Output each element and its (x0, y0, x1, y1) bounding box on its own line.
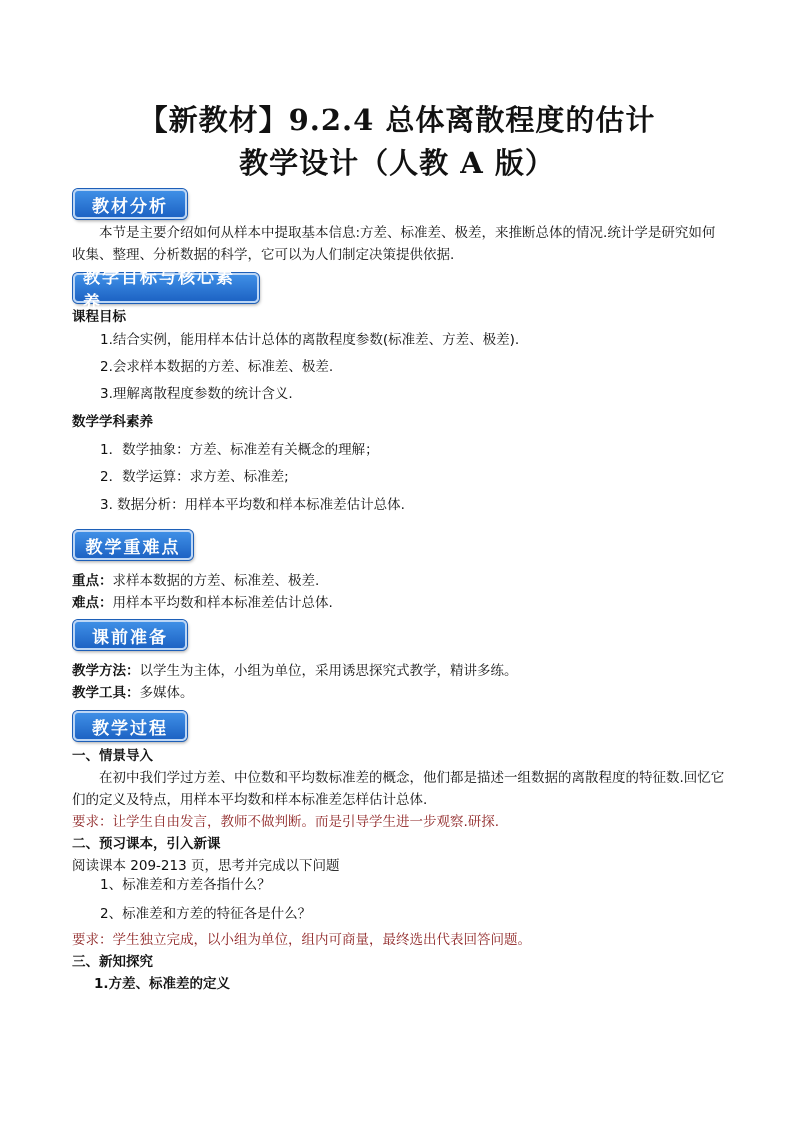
key-point-line (72, 570, 726, 592)
process-s2-question: 1、标准差和方差各指什么？ (100, 877, 271, 893)
course-goals-heading: 课程目标 (72, 309, 126, 325)
literacy-item: 1．数学抽象：方差、标准差有关概念的理解； (100, 442, 379, 458)
hard-point-line (72, 592, 726, 614)
teaching-tool-label: 教学工具： (72, 685, 140, 701)
literacy-heading: 数学学科素养 (72, 414, 153, 430)
process-s2-heading: 二、预习课本，引入新课 (72, 836, 221, 852)
process-s1-text: 在初中我们学过方差、中位数和平均数标准差的概念，他们都是描述一组数据的离散程度的特征数.回忆它们的定义及特点，用样本平均数和样本标准差怎样估计总体. (72, 770, 725, 808)
literacy-item: 2．数学运算：求方差、标准差; (100, 469, 289, 485)
course-goal-item: 3.理解离散程度参数的统计含义. (100, 386, 293, 402)
teaching-method-line (72, 660, 726, 682)
document-title-line1: 【新教材】9.2.4 总体离散程度的估计 (138, 103, 656, 137)
section-badge-process: 教学过程 (73, 711, 187, 741)
teaching-tool-line (72, 682, 726, 704)
section-badge-analysis: 教材分析 (73, 189, 187, 219)
teaching-method-label: 教学方法： (72, 663, 140, 679)
key-point-label: 重点： (72, 573, 113, 589)
process-s2-question: 2、标准差和方差的特征各是什么？ (100, 906, 312, 922)
section-badge-goals: 教学目标与核心素养 (73, 273, 259, 303)
process-s3-subheading: 1.方差、标准差的定义 (94, 976, 231, 992)
section-badge-prep: 课前准备 (73, 620, 187, 650)
course-goal-item: 1.结合实例，能用样本估计总体的离散程度参数(标准差、方差、极差). (100, 332, 520, 348)
teaching-tool-text: 多媒体。 (139, 685, 194, 701)
process-s3-heading: 三、新知探究 (72, 954, 153, 970)
course-goal-item: 2.会求样本数据的方差、标准差、极差. (100, 359, 334, 375)
hard-point-text: 用样本平均数和样本标准差估计总体. (112, 595, 333, 611)
process-s2-text: 阅读课本 209-213 页，思考并完成以下问题 (72, 858, 340, 874)
teaching-method-text: 以学生为主体，小组为单位，采用诱思探究式教学，精讲多练。 (139, 663, 518, 679)
hard-point-label: 难点： (72, 595, 113, 611)
key-point-text: 求样本数据的方差、标准差、极差. (112, 573, 320, 589)
process-s2-requirement: 要求：学生独立完成，以小组为单位，组内可商量，最终选出代表回答问题。 (72, 932, 531, 948)
document-title-line2: 教学设计（人教 A 版） (239, 146, 555, 180)
process-s1-heading: 一、情景导入 (72, 748, 153, 764)
analysis-paragraph: 本节是主要介绍如何从样本中提取基本信息:方差、标准差、极差，来推断总体的情况.统计学是研究如何收集、整理、分析数据的科学，它可以为人们制定决策提供依据. (72, 225, 716, 263)
process-s1-requirement: 要求：让学生自由发言，教师不做判断。而是引导学生进一步观察.研探. (72, 814, 500, 830)
literacy-item: 3. 数据分析：用样本平均数和样本标准差估计总体. (100, 497, 405, 513)
section-badge-difficulty: 教学重难点 (73, 530, 193, 560)
